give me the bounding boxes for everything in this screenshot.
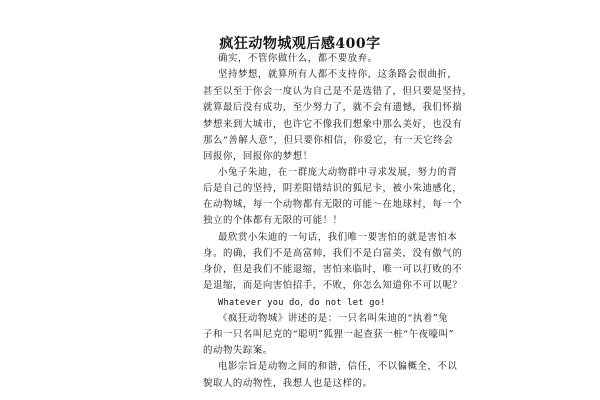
text-line: 后是自己的坚持，阴差阳错结识的狐尼卡，被小朱迪感化， — [203, 183, 463, 194]
text-line: 身。的确，我们不是高富帅，我们不是白富美，没有傲气的 — [203, 248, 463, 259]
text-line: 的动物失踪案。 — [203, 345, 273, 356]
text-line: 梦想来到大城市，也许它不像我们想象中那么美好，也没有 — [203, 119, 463, 130]
text-line: Whatever you do，do not let go! — [218, 298, 386, 308]
text-line: 就算最后没有成功，至少努力了，就不会有遗憾，我们怀揣 — [203, 102, 463, 113]
text-line: 甚至以至于你会一度认为自己是不是选错了，但只要是坚持， — [203, 86, 473, 97]
text-line: 是退缩，而是向害怕招手，不败，你怎么知道你不可以呢？ — [203, 280, 463, 291]
text-line: 小兔子朱迪，在一群庞大动物群中寻求发展，努力的背 — [218, 167, 458, 178]
text-line: 坚持梦想，就算所有人都不支持你，这条路会很曲折， — [218, 69, 458, 80]
text-line: 确实，不管你做什么，都不要放弃。 — [218, 53, 378, 64]
text-line: 子和一只名叫尼克的“聪明”狐狸一起查获一桩“午夜嚎叫” — [203, 329, 454, 340]
text-line: 貌取人的动物性，我想人也是这样的。 — [203, 378, 373, 389]
text-line: 在动物城，每一个动物都有无限的可能～在地球村，每一个 — [203, 199, 463, 210]
text-line: 回报你，回报你的梦想！ — [203, 151, 313, 162]
text-line: 身价，但是我们不能退缩，害怕来临时，唯一可以打败的不 — [203, 264, 463, 275]
text-line: 那么“善解人意”，但只要你相信，你爱它，有一天它终会 — [203, 135, 454, 146]
text-line: 最欣赏小朱迪的一句话，我们唯一要害怕的就是害怕本 — [218, 232, 458, 243]
document-title: 疯狂动物城观后感400字 — [219, 36, 381, 52]
text-line: 《疯狂动物城》讲述的是：一只名叫朱迪的“执着”兔 — [218, 313, 449, 324]
text-line: 电影宗旨是动物之间的和谐，信任，不以偏概全，不以 — [218, 361, 458, 372]
text-line: 独立的个体都有无限的可能！！ — [203, 215, 343, 226]
